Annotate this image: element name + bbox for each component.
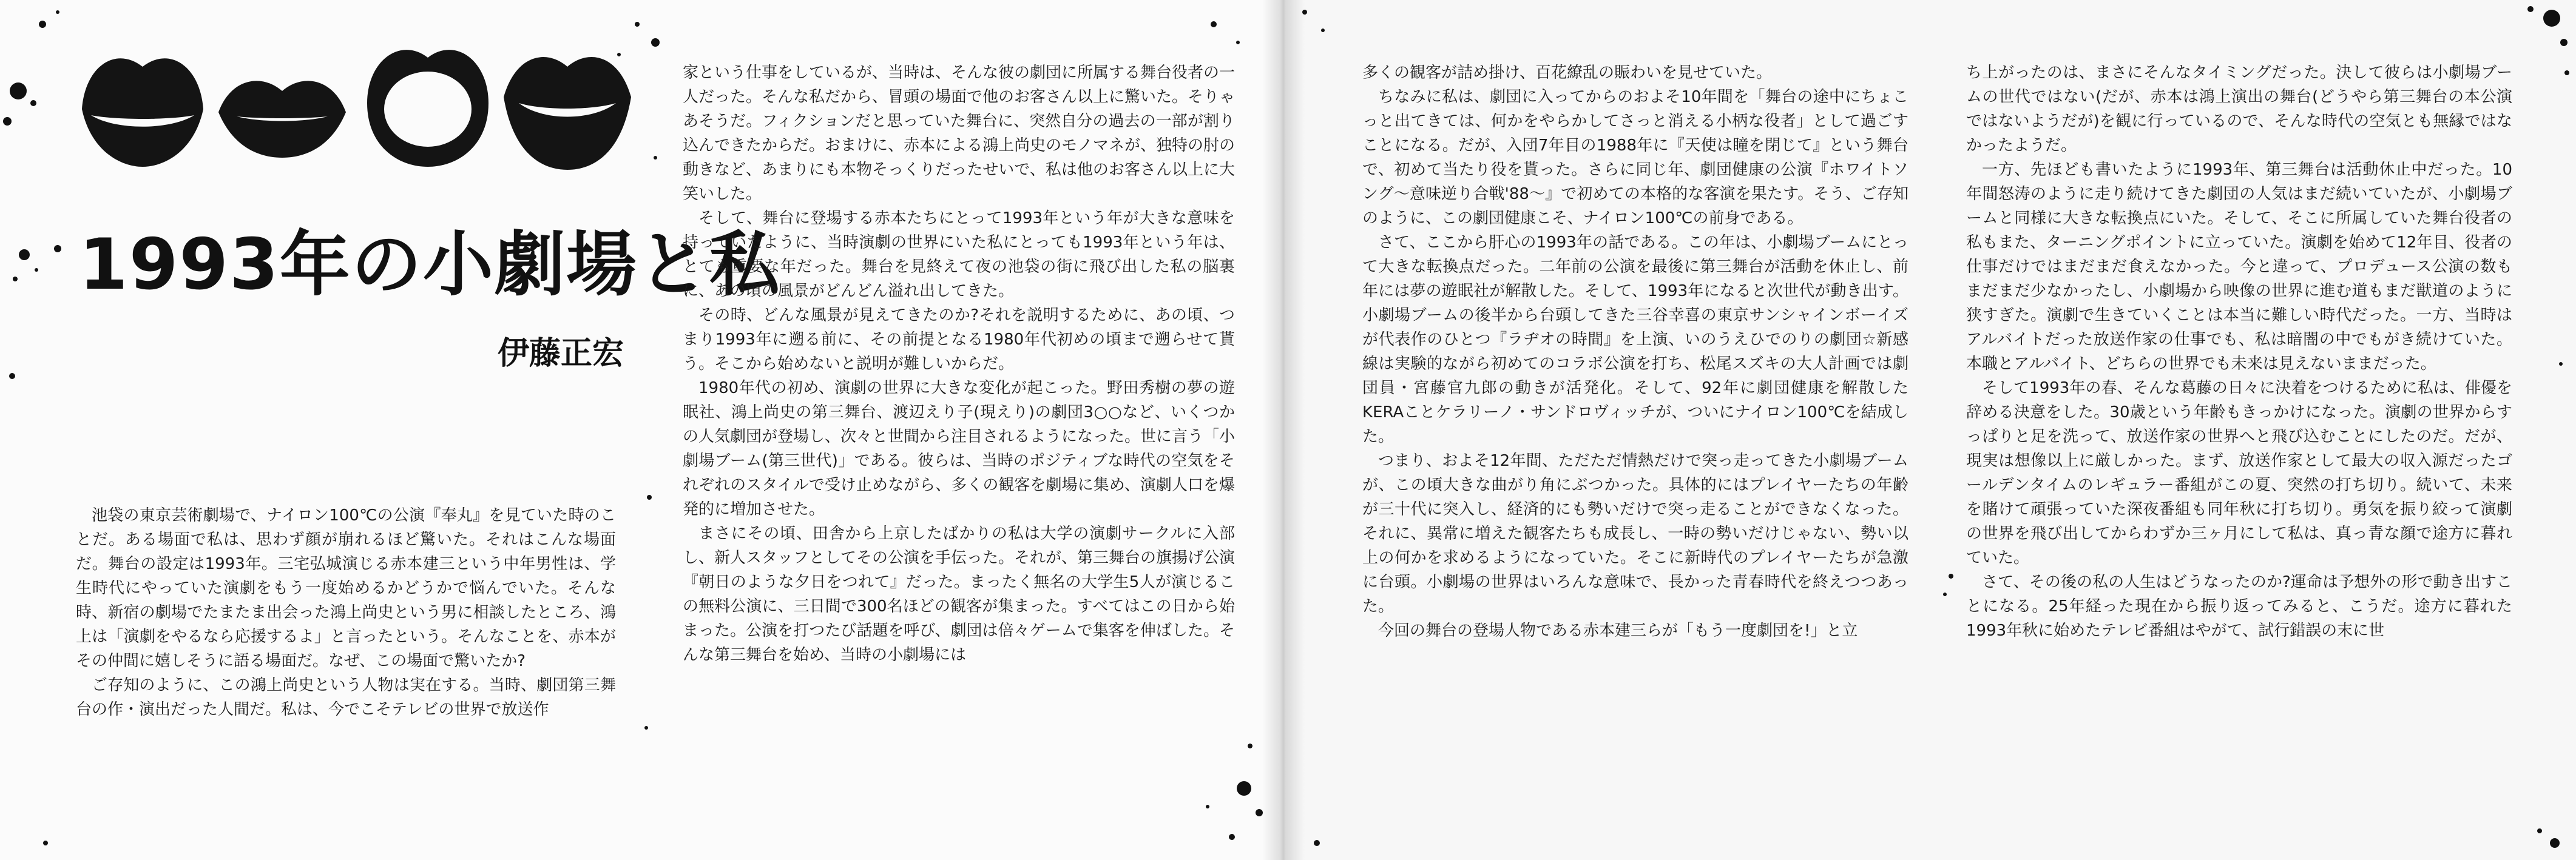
paragraph: ご存知のように、この鴻上尚史という人物は実在する。当時、劇団第三舞台の作・演出だった人間だ。私は、今でこそテレビの世界で放送作 xyxy=(76,676,616,719)
paragraph: 1980年代の初め、演劇の世界に大きな変化が起こった。野田秀樹の夢の遊眠社、鴻上尚史の第三舞台、渡辺えり子(現えり)の劇団3○○など、いくつかの人気劇団が登場し、次々と世間から注目されるようになった。世に言う「小劇場ブーム(第三世代)」である。彼らは、当時のポジティブな時代の空気をそれぞれのスタイルで受け止めながら、多くの観客を劇場に集め、演劇人口を爆発的に増加させた。 xyxy=(683,379,1235,519)
lips-illustration xyxy=(73,24,619,182)
paragraph: 一方、先ほども書いたように1993年、第三舞台は活動休止中だった。10年間怒涛のように走り続けてきた劇団の人気はまだ続いていたが、小劇場ブームと同様に大きな転換点にいた。そして、そこに所属していた舞台役者の私もまた、ターニングポイントに立っていた。演劇を始めて12年目、役者の仕事だけではまだまだ食えなかった。今と違って、プロデュース公演の数もまだまだ少なかったし、小劇場から映像の世界に進む道もまだ獣道のように狭すぎた。演劇で生きていくことは本当に難しい時代だった。一方、当時はアルバイトだった放送作家の仕事でも、私は暗闇の中でもがき続けていた。本職とアルバイト、どちらの世界でも未来は見えないままだった。 xyxy=(1966,161,2512,373)
paragraph: 池袋の東京芸術劇場で、ナイロン100℃の公演『奉丸』を見ていた時のことだ。ある場面で私は、思わず顔が崩れるほど驚いた。それはこんな場面だ。舞台の設定は1993年。三宅弘城演じる赤本建三という中年男性は、学生時代にやっていた演劇をもう一度始めるかどうかで悩んでいた。そんな時、新宿の劇場でたまたま出会った鴻上尚史という男に相談したところ、鴻上は「演劇をやるなら応援するよ」と言ったという。そんなことを、赤本がその仲間に嬉しそうに語る場面だ。なぜ、この場面で驚いたか? xyxy=(76,506,616,670)
body-column-4 xyxy=(1966,61,2512,849)
lips-pout-icon xyxy=(212,61,352,164)
left-page xyxy=(0,0,1280,860)
paragraph: そして、舞台に登場する赤本たちにとって1993年という年が大きな意味を持っていたように、当時演劇の世界にいた私にとっても1993年という年は、とても重要な年だった。舞台を見終えて夜の池袋の街に飛び出した私の脳裏に、あの頃の風景がどんどん溢れ出してきた。 xyxy=(683,209,1235,300)
body-column-3 xyxy=(1362,61,1908,849)
lips-open-icon xyxy=(358,24,498,170)
paragraph: 今回の舞台の登場人物である赤本建三らが「もう一度劇団を!」と立 xyxy=(1378,622,1858,640)
paragraph: まさにその頃、田舎から上京したばかりの私は大学の演劇サークルに入部し、新人スタッフとしてその公演を手伝った。それが、第三舞台の旗揚げ公演『朝日のような夕日をつれて』だった。まったく無名の大学生5人が演じるこの無料公演に、三日間で300名ほどの観客が集まった。すべてはこの日から始まった。公演を打つたび話題を呼び、劇団は倍々ゲームで集客を伸ばした。そんな第三舞台を始め、当時の小劇場には xyxy=(683,525,1235,664)
paragraph: つまり、およそ12年間、ただただ情熱だけで突っ走ってきた小劇場ブームが、この頃大きな曲がり角にぶつかった。具体的にはプレイヤーたちの年齢が三十代に突入し、経済的にも勢いだけで突っ走ることができなくなった。それに、異常に増えた観客たちも成長し、一時の勢いだけじゃない、勢い以上の何かを求めるようになっていた。そこに新時代のプレイヤーたちが急激に台頭。小劇場の世界はいろんな意味で、長かった青春時代を終えつつあった。 xyxy=(1362,452,1908,616)
paragraph: ち上がったのは、まさにそんなタイミングだった。決して彼らは小劇場ブームの世代ではない(だが、赤本は鴻上演出の舞台(どうやら第三舞台の本公演ではないようだが)を観に行っているので、そんな時代の空気とも無縁ではなかったようだ。 xyxy=(1966,64,2512,155)
paragraph: ちなみに私は、劇団に入ってからのおよそ10年間を「舞台の途中にちょこっと出てきては、何かをやらかしてさっと消える小柄な役者」として過ごすことになる。だが、入団7年目の1988年に『天使は瞳を閉じて』という舞台で、初めて当たり役を貰った。さらに同じ年、劇団健康の公演『ホワイトソング〜意味逆り合戦'88〜』で初めての本格的な客演を果たす。そう、ご存知のように、この劇団健康こそ、ナイロン100℃の前身である。 xyxy=(1362,88,1908,227)
right-page xyxy=(1280,0,2576,860)
paragraph: さて、その後の私の人生はどうなったのか?運命は予想外の形で動き出すことになる。25年経った現在から振り返ってみると、こうだ。途方に暮れた1993年秋に始めたテレビ番組はやがて、試行錯誤の末に世 xyxy=(1966,573,2512,640)
lips-smile-icon xyxy=(498,30,637,176)
paragraph: 多くの観客が詰め掛け、百花繚乱の賑わいを見せていた。 xyxy=(1362,64,1772,82)
body-column-2 xyxy=(683,61,1235,849)
page-gutter xyxy=(1262,0,1305,860)
article-title: 1993年の小劇場と私 xyxy=(79,224,781,306)
paragraph: さて、ここから肝心の1993年の話である。この年は、小劇場ブームにとって大きな転換点だった。二年前の公演を最後に第三舞台が活動を休止し、前年には夢の遊眠社が解散した。そして、1993年になると次世代が動き出す。小劇場ブームの後半から台頭してきた三谷幸喜の東京サンシャインボーイズが代表作のひとつ『ラヂオの時間』を上演、いのうえひでのりの劇団☆新感線は実験的ながら初めてのコラボ公演を打ち、松尾スズキの大人計画では劇団員・宮藤官九郎の動きが活発化。そして、92年に劇団健康を解散したKERAことケラリーノ・サンドロヴィッチが、ついにナイロン100℃を結成した。 xyxy=(1362,233,1908,446)
paragraph: そして1993年の春、そんな葛藤の日々に決着をつけるために私は、俳優を辞める決意をした。30歳という年齢もきっかけになった。演劇の世界からすっぱりと足を洗って、放送作家の世界へと飛び込むことにしたのだ。だが、現実は想像以上に厳しかった。まず、放送作家として最大の収入源だったゴールデンタイムのレギュラー番組がこの夏、突然の打ち切り。続いて、未来を賭けて頑張っていた深夜番組も同年秋に打ち切り。勇気を振り絞って演劇の世界を飛び出してからわずか三ヶ月にして私は、真っ青な顔で途方に暮れていた。 xyxy=(1966,379,2512,567)
paragraph: その時、どんな風景が見えてきたのか?それを説明するために、あの頃、つまり1993年に遡る前に、その前提となる1980年代初めの頃まで遡らせて貰う。そこから始めないと説明が難しいからだ。 xyxy=(683,306,1235,373)
article-author: 伊藤正宏 xyxy=(498,335,624,372)
lips-closed-icon xyxy=(73,24,212,170)
body-column-1 xyxy=(76,503,616,843)
paragraph: 家という仕事をしているが、当時は、そんな彼の劇団に所属する舞台役者の一人だった。そんな私だから、冒頭の場面で他のお客さん以上に驚いた。そりゃあそうだ。フィクションだと思っていた舞台に、突然自分の過去の一部が割り込んできたからだ。おまけに、赤本による鴻上尚史のモノマネが、独特の肘の動きなど、あまりにも本物そっくりだったせいで、私は他のお客さん以上に大笑いした。 xyxy=(683,64,1235,203)
